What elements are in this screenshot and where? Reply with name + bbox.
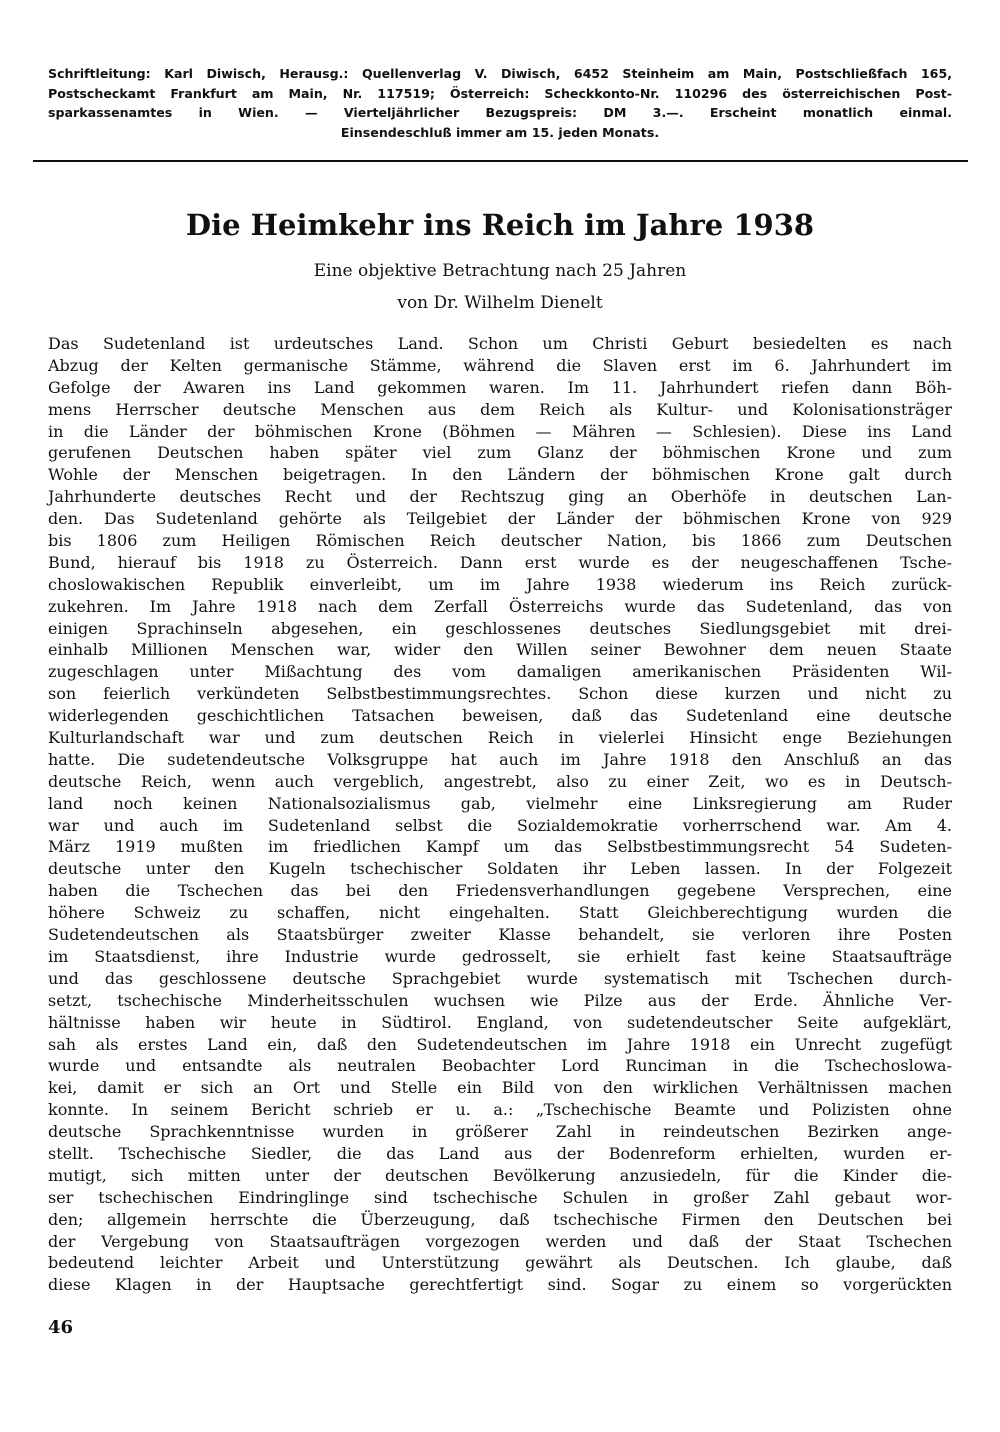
article-subtitle: Eine objektive Betrachtung nach 25 Jahren bbox=[313, 261, 687, 281]
body-line: Wohle der Menschen beigetragen. In den Ländern der böhmischen Krone galt durch bbox=[48, 465, 952, 485]
body-line: Kulturlandschaft war und zum deutschen Reich in vielerlei Hinsicht enge Beziehungen bbox=[48, 728, 952, 748]
body-line: zugeschlagen unter Mißachtung des vom damaligen amerikanischen Präsidenten Wil- bbox=[48, 662, 952, 682]
body-line: setzt, tschechische Minderheitsschulen wuchsen wie Pilze aus der Erde. Ähnliche Ver- bbox=[48, 990, 952, 1010]
body-line: stellt. Tschechische Siedler, die das Land aus der Bodenreform erhielten, wurden er- bbox=[48, 1143, 952, 1163]
body-line: konnte. In seinem Bericht schrieb er u. a.: „Tschechische Beamte und Polizisten ohne bbox=[48, 1100, 952, 1120]
body-line: Jahrhunderte deutsches Recht und der Rechtszug ging an Oberhöfe in deutschen Lan- bbox=[48, 487, 952, 507]
body-line: mens Herrscher deutsche Menschen aus dem Reich als Kultur- und Kolonisationsträger bbox=[48, 399, 952, 419]
body-line: deutsche Sprachkenntnisse wurden in größerer Zahl in reindeutschen Bezirken ange- bbox=[48, 1122, 952, 1142]
body-line: sah als erstes Land ein, daß den Sudetendeutschen im Jahre 1918 ein Unrecht zugefügt bbox=[48, 1034, 952, 1054]
body-line: haben die Tschechen das bei den Friedensverhandlungen gegebene Versprechen, eine bbox=[48, 881, 952, 901]
body-line: choslowakischen Republik einverleibt, um im Jahre 1938 wiederum ins Reich zurück- bbox=[48, 574, 952, 594]
body-line: mutigt, sich mitten unter der deutschen Bevölkerung anzusiedeln, für die Kinder die- bbox=[48, 1165, 952, 1185]
body-line: land noch keinen Nationalsozialismus gab, vielmehr eine Linksregierung am Ruder bbox=[48, 793, 952, 813]
body-line: Das Sudetenland ist urdeutsches Land. Schon um Christi Geburt besiedelten es nach bbox=[48, 334, 952, 353]
masthead-line: Postscheckamt Frankfurt am Main, Nr. 117519; Österreich: Scheckkonto-Nr. 110296 des österreichischen Post- bbox=[48, 85, 952, 101]
masthead bbox=[48, 64, 952, 142]
body-line: son feierlich verkündeten Selbstbestimmungsrechtes. Schon diese kurzen und nicht zu bbox=[48, 684, 952, 704]
body-line: bis 1806 zum Heiligen Römischen Reich deutscher Nation, bis 1866 zum Deutschen bbox=[48, 531, 952, 551]
body-line: in die Länder der böhmischen Krone (Böhmen — Mähren — Schlesien). Diese ins Land bbox=[48, 421, 952, 441]
body-line: höhere Schweiz zu schaffen, nicht eingehalten. Statt Gleichberechtigung wurden die bbox=[48, 903, 952, 923]
body-line: war und auch im Sudetenland selbst die Sozialdemokratie vorherrschend war. Am 4. bbox=[48, 815, 952, 835]
page-number: 46 bbox=[48, 1317, 74, 1338]
body-line: Gefolge der Awaren ins Land gekommen waren. Im 11. Jahrhundert riefen dann Böh- bbox=[48, 377, 952, 397]
body-line: hatte. Die sudetendeutsche Volksgruppe hat auch im Jahre 1918 den Anschluß an das bbox=[48, 749, 952, 769]
body-line: und das geschlossene deutsche Sprachgebiet wurde systematisch mit Tschechen durch- bbox=[48, 968, 952, 988]
masthead-line: Schriftleitung: Karl Diwisch, Herausg.: Quellenverlag V. Diwisch, 6452 Steinheim am Main, Postschließfach 165, bbox=[48, 66, 952, 81]
body-line: diese Klagen in der Hauptsache gerechtfertigt sind. Sogar zu einem so vorgerückten bbox=[48, 1275, 952, 1295]
article-body bbox=[48, 333, 952, 1296]
body-line: ser tschechischen Eindringlinge sind tschechische Schulen in großer Zahl gebaut wor- bbox=[48, 1187, 952, 1207]
body-line: hältnisse haben wir heute in Südtirol. England, von sudetendeutscher Seite aufgeklärt, bbox=[48, 1012, 952, 1032]
body-line: einhalb Millionen Menschen war, wider den Willen seiner Bewohner dem neuen Staate bbox=[48, 640, 952, 660]
article-title: Die Heimkehr ins Reich im Jahre 1938 bbox=[185, 208, 815, 242]
body-line: einigen Sprachinseln abgesehen, ein geschlossenes deutsches Siedlungsgebiet mit drei- bbox=[48, 618, 952, 638]
body-line: deutsche Reich, wenn auch vergeblich, angestrebt, also zu einer Zeit, wo es in Deutsch- bbox=[48, 771, 952, 791]
body-line: im Staatsdienst, ihre Industrie wurde gedrosselt, sie erhielt fast keine Staatsaufträge bbox=[48, 946, 952, 966]
body-line: deutsche unter den Kugeln tschechischer Soldaten ihr Leben lassen. In der Folgezeit bbox=[48, 859, 952, 879]
body-line: widerlegenden geschichtlichen Tatsachen beweisen, daß das Sudetenland eine deutsche bbox=[48, 706, 952, 726]
body-line: März 1919 mußten im friedlichen Kampf um das Selbstbestimmungsrecht 54 Sudeten- bbox=[48, 837, 952, 857]
body-line: der Vergebung von Staatsaufträgen vorgezogen werden und daß der Staat Tschechen bbox=[48, 1231, 952, 1251]
article-byline: von Dr. Wilhelm Dienelt bbox=[397, 293, 603, 313]
masthead-line: Einsendeschluß immer am 15. jeden Monats. bbox=[340, 124, 660, 140]
masthead-divider bbox=[33, 160, 968, 162]
body-line: den. Das Sudetenland gehörte als Teilgebiet der Länder der böhmischen Krone von 929 bbox=[48, 509, 952, 529]
body-line: wurde und entsandte als neutralen Beobachter Lord Runciman in die Tschechoslowa- bbox=[48, 1056, 952, 1076]
body-line: zukehren. Im Jahre 1918 nach dem Zerfall Österreichs wurde das Sudetenland, das von bbox=[48, 596, 952, 616]
body-line: Sudetendeutschen als Staatsbürger zweiter Klasse behandelt, sie verloren ihre Posten bbox=[48, 925, 952, 945]
body-line: kei, damit er sich an Ort und Stelle ein Bild von den wirklichen Verhältnissen machen bbox=[48, 1078, 952, 1098]
body-line: Abzug der Kelten germanische Stämme, während die Slaven erst im 6. Jahrhundert im bbox=[48, 355, 952, 375]
body-line: bedeutend leichter Arbeit und Unterstützung gewährt als Deutschen. Ich glaube, daß bbox=[48, 1253, 952, 1273]
body-line: gerufenen Deutschen haben später viel zum Glanz der böhmischen Krone und zum bbox=[48, 443, 952, 463]
masthead-line: sparkassenamtes in Wien. — Vierteljährlicher Bezugspreis: DM 3.—. Erscheint monatlich einmal. bbox=[48, 105, 952, 120]
body-line: Bund, hierauf bis 1918 zu Österreich. Dann erst wurde es der neugeschaffenen Tsche- bbox=[48, 552, 952, 572]
body-line: den; allgemein herrschte die Überzeugung, daß tschechische Firmen den Deutschen bei bbox=[48, 1209, 952, 1229]
